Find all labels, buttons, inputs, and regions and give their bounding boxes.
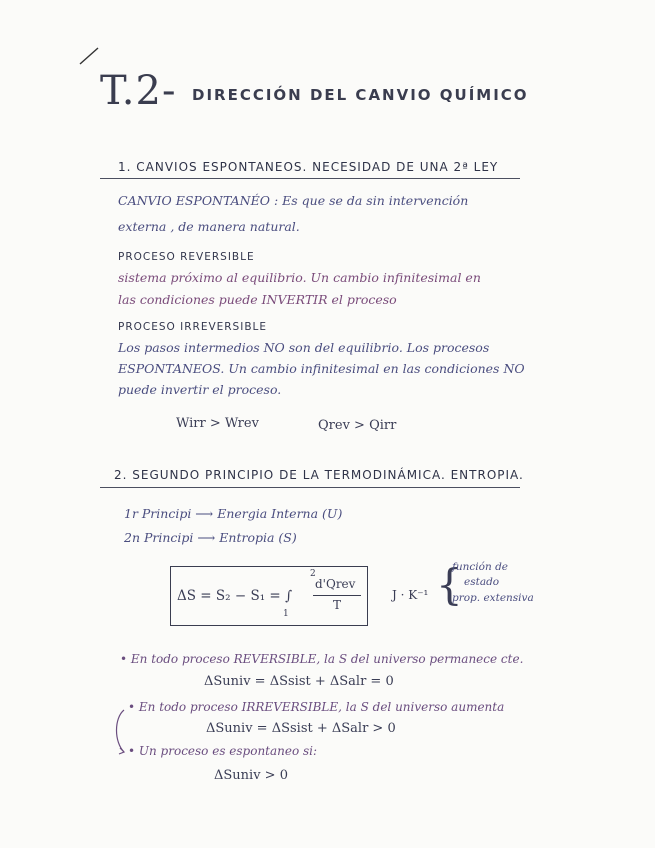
section1-heading: 1. CANVIOS ESPONTANEOS. NECESIDAD DE UNA 2ª LEY xyxy=(118,160,499,174)
pen-mark-icon xyxy=(78,44,102,66)
formula-lhs: ΔS = S₂ − S₁ = ∫ xyxy=(177,588,293,604)
eq-reversible: ΔSuniv = ΔSsist + ΔSalr = 0 xyxy=(204,674,394,689)
reversible-label: PROCESO REVERSIBLE xyxy=(118,251,255,263)
irreversible-line1: Los pasos intermedios NO son del equilibrio. Los procesos xyxy=(118,340,490,355)
eq-spontaneous: ΔSuniv > 0 xyxy=(214,768,288,783)
reversible-line1: sistema próximo al equilibrio. Un cambio infinitesimal en xyxy=(118,270,481,285)
brace-note-extensive: prop. extensiva xyxy=(452,592,534,604)
bullet-irreversible: • En todo proceso IRREVERSIBLE, la S del universo aumenta xyxy=(128,700,505,714)
integral-lower-limit: 1 xyxy=(283,609,289,619)
entropy-formula-box xyxy=(170,566,368,626)
irreversible-line3: puede invertir el proceso. xyxy=(118,382,282,397)
fraction-denominator: T xyxy=(333,598,342,612)
section1-rule xyxy=(100,178,520,179)
bullet-spontaneous: • Un proceso es espontaneo si: xyxy=(128,744,318,758)
reversible-line2: las condiciones puede INVERTIR el proceso xyxy=(118,292,397,307)
first-principle: 1r Principi ⟶ Energia Interna (U) xyxy=(124,506,343,521)
entropy-units: J · K⁻¹ xyxy=(392,588,429,602)
work-inequality: Wirr > Wrev xyxy=(176,416,259,431)
integral-upper-limit: 2 xyxy=(310,569,316,579)
bullet-reversible: • En todo proceso REVERSIBLE, la S del universo permanece cte. xyxy=(120,652,524,666)
section2-heading: 2. SEGUNDO PRINCIPIO DE LA TERMODINÁMICA. ENTROPIA. xyxy=(114,468,524,482)
brace-note-function: función de xyxy=(452,561,509,573)
irreversible-label: PROCESO IRREVERSIBLE xyxy=(118,321,268,333)
fraction-bar xyxy=(313,595,361,596)
page-title: DIRECCIÓN DEL CANVIO QUÍMICO xyxy=(192,86,529,104)
heat-inequality: Qrev > Qirr xyxy=(318,418,397,433)
eq-irreversible: ΔSuniv = ΔSsist + ΔSalr > 0 xyxy=(206,721,396,736)
second-principle: 2n Principi ⟶ Entropia (S) xyxy=(124,530,297,545)
title-prefix: T.2- xyxy=(100,68,177,114)
brace: { xyxy=(436,560,463,609)
definition-line1: CANVIO ESPONTANÉO : Es que se da sin intervención xyxy=(118,193,469,208)
section2-rule xyxy=(100,487,520,488)
definition-line2: externa , de manera natural. xyxy=(118,219,300,234)
fraction-numerator: d'Qrev xyxy=(315,577,356,591)
irreversible-line2: ESPONTANEOS. Un cambio infinitesimal en las condiciones NO xyxy=(118,361,525,376)
brace-note-state: estado xyxy=(464,576,500,588)
